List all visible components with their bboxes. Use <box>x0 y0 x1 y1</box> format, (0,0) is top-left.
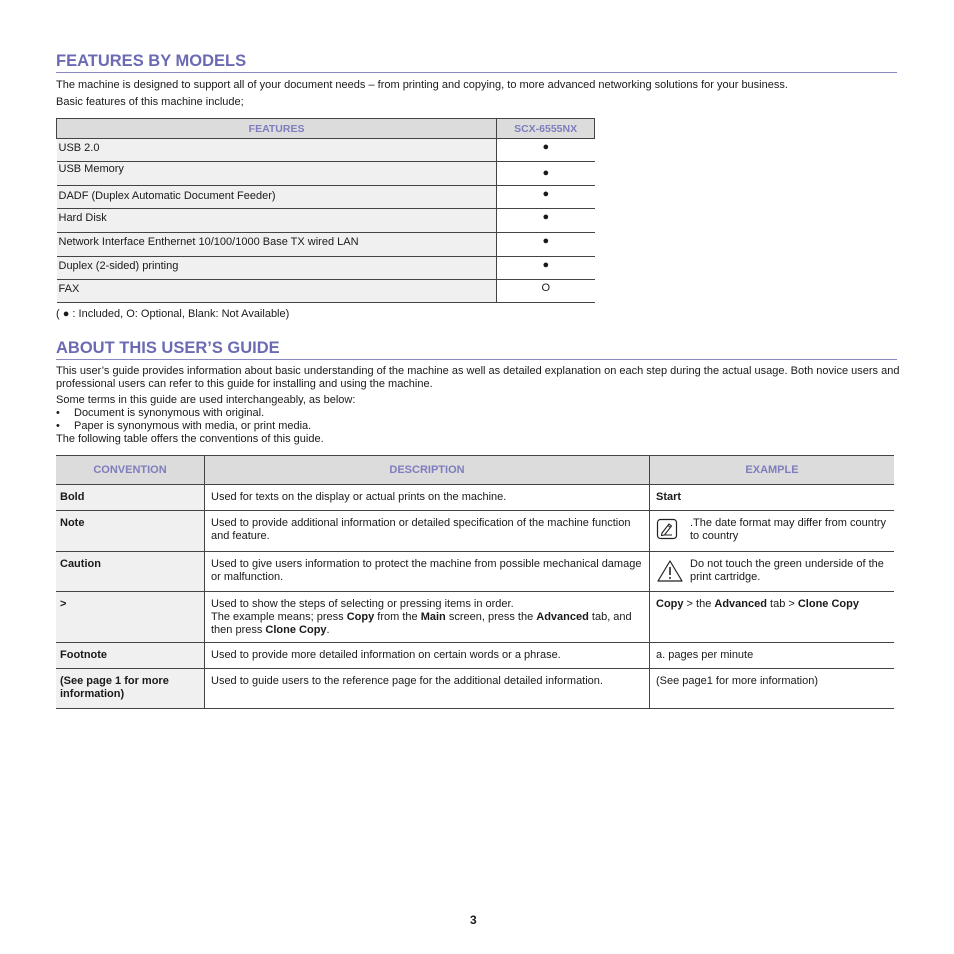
page-number: 3 <box>470 913 477 927</box>
availability-mark: ● <box>497 162 595 186</box>
text-span: screen, press the <box>445 611 537 623</box>
availability-mark: ● <box>497 257 595 280</box>
example-seepage: (See page1 for more information) <box>650 669 895 709</box>
bullet-glyph: • <box>56 420 60 432</box>
example-caution-text: Do not touch the green underside of the print cartridge. <box>690 558 884 583</box>
caution-triangle-icon <box>656 559 684 583</box>
list-item-text: Paper is synonymous with media, or print media. <box>74 420 312 432</box>
bold-copy: Copy <box>656 598 684 610</box>
bold-advanced: Advanced <box>714 598 767 610</box>
description-footnote: Used to provide more detailed information on certain words or a phrase. <box>205 643 650 669</box>
table-row <box>57 186 595 209</box>
convention-bold: Bold <box>56 485 205 511</box>
bold-clone-copy: Clone Copy <box>797 598 859 610</box>
list-item <box>56 420 311 433</box>
text-span: . <box>326 624 330 636</box>
availability-mark: ● <box>497 209 595 233</box>
description-col-header: DESCRIPTION <box>205 456 650 485</box>
feature-name: USB Memory <box>57 162 497 186</box>
bullet-glyph: • <box>56 407 60 419</box>
model-col-header: SCX-6555NX <box>497 119 595 139</box>
terms-intro: Some terms in this guide are used interchangeably, as below: <box>56 394 356 406</box>
availability-mark: ● <box>497 186 595 209</box>
table-row <box>56 485 894 511</box>
list-item-text: Document is synonymous with original. <box>74 407 265 419</box>
features-legend: ( ● : Included, O: Optional, Blank: Not Available) <box>56 308 290 320</box>
table-row <box>56 592 894 643</box>
text-span: tab, and then press <box>211 611 632 636</box>
features-intro-2: Basic features of this machine include; <box>56 96 244 108</box>
guide-intro: This user’s guide provides information about basic understanding of the machine as well as detailed explanation on each step during the actual usage. Both novice users and professional users can refer to this guide for installing and using the machine. <box>56 365 900 390</box>
convention-footnote: Footnote <box>56 643 205 669</box>
table-row <box>56 511 894 552</box>
convention-caution: Caution <box>56 552 205 592</box>
example-caution <box>650 552 895 592</box>
note-pencil-icon <box>656 518 678 540</box>
availability-mark: O <box>497 280 595 303</box>
text-span: tab > <box>766 598 798 610</box>
example-arrow <box>650 592 895 643</box>
availability-mark: ● <box>497 139 595 162</box>
example-note-text: .The date format may differ from country to country <box>690 517 887 542</box>
example-bold <box>650 485 895 511</box>
table-row <box>57 280 595 303</box>
example-start-text: Start <box>656 491 682 503</box>
features-col-header: FEATURES <box>57 119 497 139</box>
convention-col-header: CONVENTION <box>56 456 205 485</box>
example-footnote: a. pages per minute <box>650 643 895 669</box>
text-span: The example means; press <box>211 611 347 623</box>
description-arrow <box>205 592 650 643</box>
convention-note: Note <box>56 511 205 552</box>
features-table-header <box>57 119 595 139</box>
description-note: Used to provide additional information or detailed specification of the machine function and feature. <box>205 511 650 552</box>
text-span: > the <box>683 598 715 610</box>
convention-seepage: (See page 1 for more information) <box>56 669 205 709</box>
table-row <box>57 257 595 280</box>
table-row <box>57 162 595 186</box>
example-note <box>650 511 895 552</box>
bold-clone-copy: Clone Copy <box>265 624 327 636</box>
feature-name: Network Interface Enthernet 10/100/1000 Base TX wired LAN <box>57 233 497 257</box>
description-arrow-line1: Used to show the steps of selecting or pressing items in order. <box>211 598 514 610</box>
example-col-header: EXAMPLE <box>650 456 895 485</box>
features-intro-1: The machine is designed to support all of your document needs – from printing and copying, to more advanced networking solutions for your business. <box>56 79 788 91</box>
description-arrow-line2 <box>211 611 643 637</box>
text-span: from the <box>374 611 421 623</box>
bold-main: Main <box>420 611 446 623</box>
feature-name: DADF (Duplex Automatic Document Feeder) <box>57 186 497 209</box>
conventions-table <box>56 455 894 709</box>
features-table <box>56 118 595 303</box>
table-row <box>57 139 595 162</box>
feature-name: FAX <box>57 280 497 303</box>
table-row <box>56 552 894 592</box>
bold-advanced: Advanced <box>536 611 589 623</box>
table-row <box>56 669 894 709</box>
description-seepage: Used to guide users to the reference page for the additional detailed information. <box>205 669 650 709</box>
availability-mark: ● <box>497 233 595 257</box>
description-caution: Used to give users information to protect the machine from possible mechanical damage or malfunction. <box>205 552 650 592</box>
feature-name: Duplex (2-sided) printing <box>57 257 497 280</box>
table-row <box>56 643 894 669</box>
description-bold: Used for texts on the display or actual prints on the machine. <box>205 485 650 511</box>
conventions-table-header <box>56 456 894 485</box>
bold-copy: Copy <box>346 611 375 623</box>
guide-heading: ABOUT THIS USER’S GUIDE <box>56 339 897 360</box>
table-row <box>57 209 595 233</box>
list-item <box>56 407 264 420</box>
table-row <box>57 233 595 257</box>
convention-arrow: > <box>56 592 205 643</box>
feature-name: Hard Disk <box>57 209 497 233</box>
table-intro: The following table offers the conventions of this guide. <box>56 433 324 445</box>
features-heading: FEATURES BY MODELS <box>56 52 897 73</box>
feature-name: USB 2.0 <box>57 139 497 162</box>
